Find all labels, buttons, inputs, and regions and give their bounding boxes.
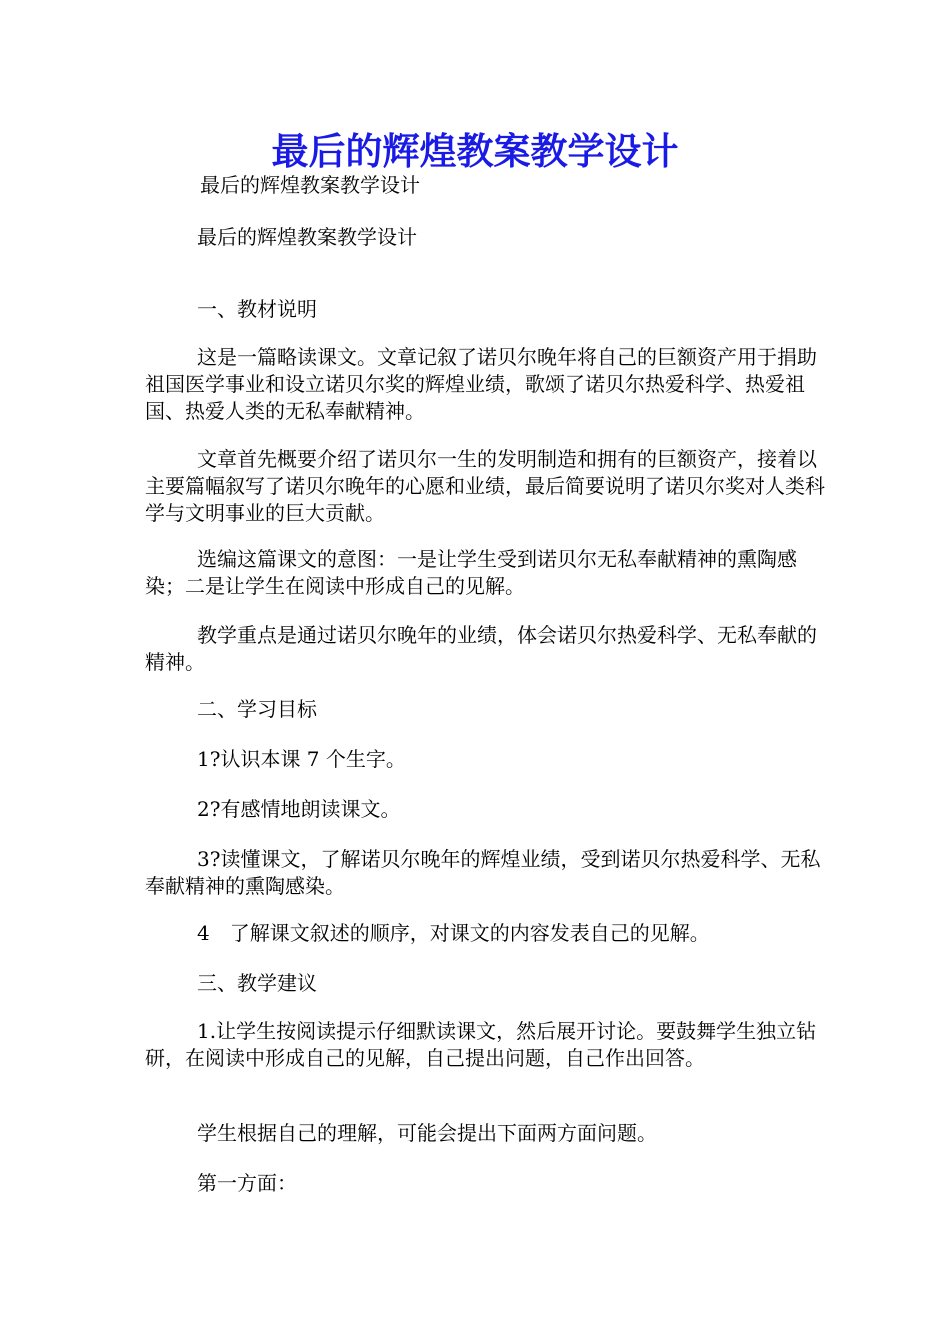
goal-4: 4 了解课文叙述的顺序，对课文的内容发表自己的见解。 — [197, 921, 710, 945]
paragraph-3: 选编这篇课文的意图：一是让学生受到诺贝尔无私奉献精神的熏陶感染；二是让学生在阅读中形成自己的见解。 — [145, 547, 797, 598]
subtitle: 最后的辉煌教案教学设计 — [197, 225, 417, 249]
document-title: 最后的辉煌教案教学设计 — [271, 130, 679, 173]
section-heading-2: 二、学习目标 — [197, 697, 317, 721]
paragraph-1: 这是一篇略读课文。文章记叙了诺贝尔晚年将自己的巨额资产用于捐助祖国医学事业和设立诺贝尔奖的辉煌业绩，歌颂了诺贝尔热爱科学、热爱祖国、热爱人类的无私奉献精神。 — [145, 345, 817, 423]
paragraph-2: 文章首先概要介绍了诺贝尔一生的发明制造和拥有的巨额资产，接着以主要篇幅叙写了诺贝尔晚年的心愿和业绩，最后简要说明了诺贝尔奖对人类科学与文明事业的巨大贡献。 — [145, 447, 825, 525]
suggestion-2: 学生根据自己的理解，可能会提出下面两方面问题。 — [197, 1121, 657, 1145]
goal-2: 2?有感情地朗读课文。 — [197, 797, 401, 821]
section-heading-3: 三、教学建议 — [197, 971, 317, 995]
section-heading-1: 一、教材说明 — [197, 297, 317, 321]
goal-3: 3?读懂课文，了解诺贝尔晚年的辉煌业绩，受到诺贝尔热爱科学、无私奉献精神的熏陶感染。 — [145, 847, 821, 898]
paragraph-4: 教学重点是通过诺贝尔晚年的业绩，体会诺贝尔热爱科学、无私奉献的精神。 — [145, 623, 817, 674]
suggestion-3: 第一方面： — [197, 1171, 297, 1195]
suggestion-1: 1.让学生按阅读提示仔细默读课文，然后展开讨论。要鼓舞学生独立钻研，在阅读中形成自己的见解，自己提出问题，自己作出回答。 — [145, 1019, 817, 1070]
goal-1: 1?认识本课 7 个生字。 — [197, 747, 406, 771]
subtitle-small: 最后的辉煌教案教学设计 — [200, 173, 420, 197]
